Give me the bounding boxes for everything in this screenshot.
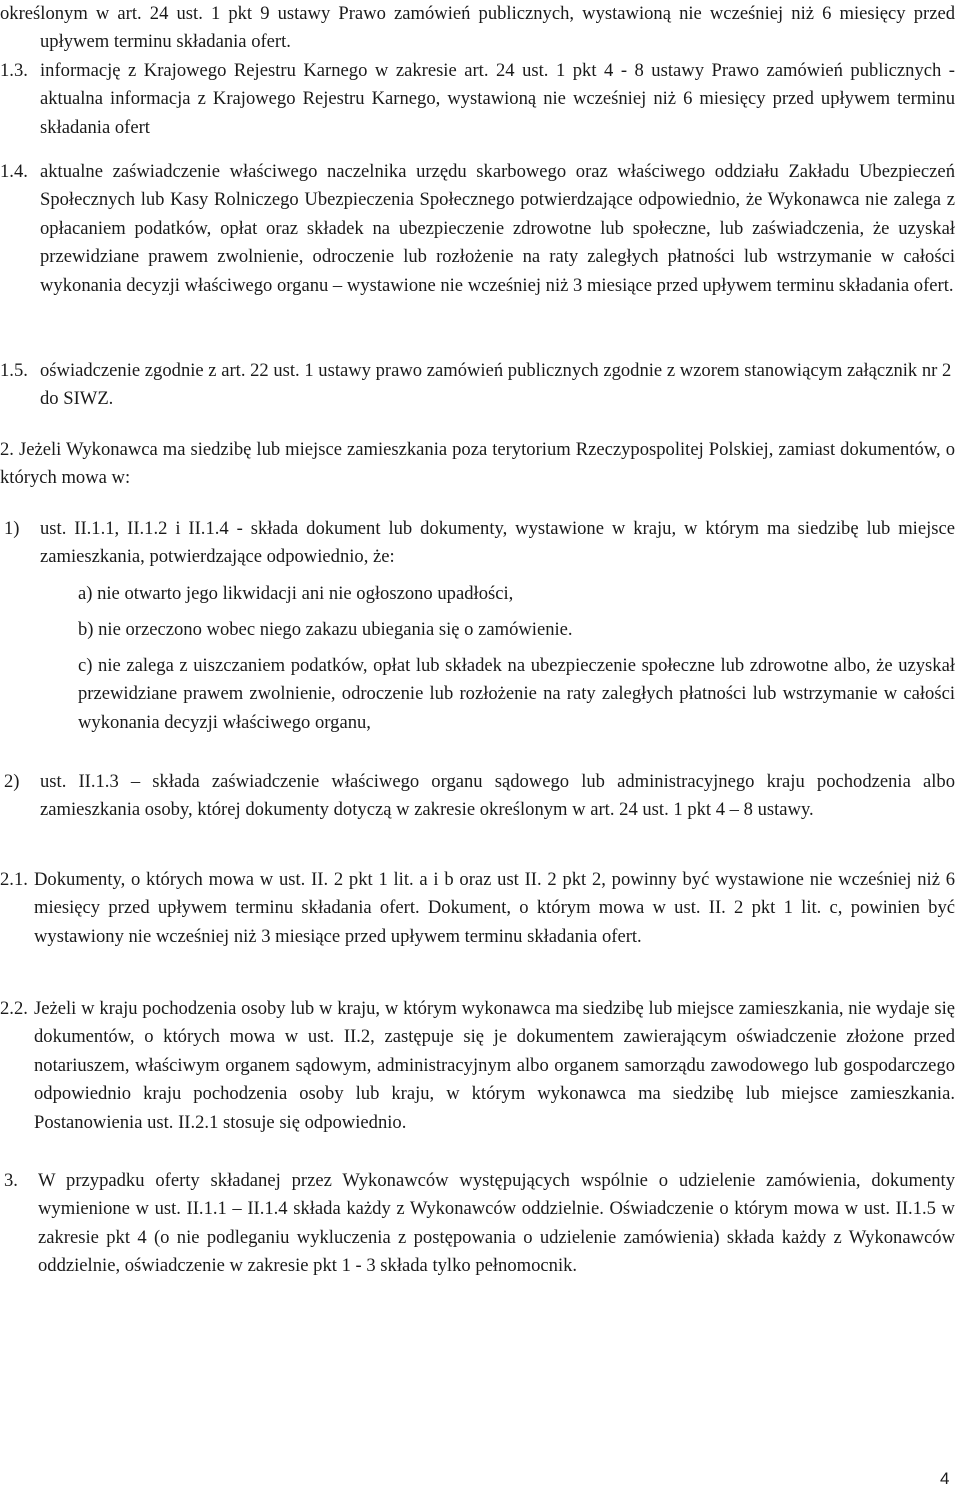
list-label: 2) bbox=[4, 771, 20, 792]
sub-item-c-text: nie zalega z uiszczaniem podatków, opłat lub składek na ubezpieczenie społeczne lub zdrowotne albo, że uzyskał przewidziane prawem zwolnienie, odroczenie lub rozłożenie na raty zaległych płatności lub wstrzymanie w całości wykonania decyzji właściwego organu, bbox=[78, 655, 955, 733]
sub-item-text bbox=[78, 652, 955, 737]
section-label: 2.2. bbox=[0, 998, 28, 1019]
section-label: 1.3. bbox=[0, 60, 28, 81]
section-label: 1.5. bbox=[0, 360, 28, 381]
section-3 bbox=[0, 1167, 955, 1281]
section-text: Jeżeli w kraju pochodzenia osoby lub w kraju, w którym wykonawca ma siedzibę lub miejsce zamieszkania, nie wydaje się dokumentów, o których mowa w ust. II.2, zastępuje się je dokumentem zawierającym oświadczenie złożone przed notariuszem, właściwym organem sądowym, administracyjnym albo organem samorządu zawodowego lub gospodarczego odpowiednio kraju pochodzenia osoby lub kraju, w którym wykonawca ma siedzibę lub miejsce zamieszkania. Postanowienia ust. II.2.1 stosuje się odpowiednio. bbox=[34, 998, 955, 1133]
section-text: W przypadku oferty składanej przez Wykonawców występujących wspólnie o udzielenie zamówienia, dokumenty wymienione w ust. II.1.1 – II.1.4 składa każdy z Wykonawców oddzielnie. Oświadczenie o którym mowa w ust. II.1.5 w zakresie pkt 4 (o nie podleganiu wykluczenia z postępowania o udzielenie zamówienia) składa każdy z Wykonawców oddzielnie, oświadczenie w zakresie pkt 1 - 3 składa tylko pełnomocnik. bbox=[38, 1170, 955, 1277]
section-1-4 bbox=[0, 158, 955, 300]
section-text: Dokumenty, o których mowa w ust. II. 2 pkt 1 lit. a i b oraz ust II. 2 pkt 2, powinny być wystawione nie wcześniej niż 6 miesięcy przed upływem terminu składania ofert. Dokument, o którym mowa w ust. II. 2 pkt 1 lit. c, powinien być wystawiony nie wcześniej niż 3 miesiące przed upływem terminu składania ofert. bbox=[34, 869, 955, 947]
section-text: 2. Jeżeli Wykonawca ma siedzibę lub miejsce zamieszkania poza terytorium Rzeczypospolitej Polskiej, zamiast dokumentów, o których mowa w: bbox=[0, 439, 955, 489]
section-text: informację z Krajowego Rejestru Karnego w zakresie art. 24 ust. 1 pkt 4 - 8 ustawy Prawo zamówień publicznych - aktualna informacja z Krajowego Rejestru Karnego, wystawioną nie wcześniej niż 6 miesięcy przed upływem terminu składania ofert bbox=[40, 60, 955, 138]
section-label: 3. bbox=[4, 1170, 18, 1191]
list-text: ust. II.1.1, II.1.2 i II.1.4 - składa dokument lub dokumenty, wystawione w kraju, w którym ma siedzibę lub miejsce zamieszkania, potwierdzające odpowiednio, że: bbox=[40, 518, 955, 568]
list-label: 1) bbox=[4, 518, 20, 539]
sub-item-text: b) nie orzeczono wobec niego zakazu ubiegania się o zamówienie. bbox=[78, 619, 573, 640]
section-label: 1.4. bbox=[0, 161, 28, 182]
section-2-intro bbox=[0, 436, 955, 493]
list-item-2 bbox=[0, 768, 955, 825]
page-number: 4 bbox=[940, 1469, 950, 1488]
sub-item-c bbox=[78, 652, 955, 737]
section-label: 2.1. bbox=[0, 869, 28, 890]
section-2-2 bbox=[0, 995, 955, 1137]
list-item-1 bbox=[0, 515, 955, 572]
sub-item-c-label: c) bbox=[78, 655, 93, 676]
list-text: ust. II.1.3 – składa zaświadczenie właściwego organu sądowego lub administracyjnego kraju pochodzenia albo zamieszkania osoby, której dokumenty dotyczą w zakresie określonym w art. 24 ust. 1 pkt 4 – 8 ustawy. bbox=[40, 771, 955, 821]
sub-item-text: a) nie otwarto jego likwidacji ani nie ogłoszono upadłości, bbox=[78, 583, 514, 604]
section-1-3 bbox=[0, 57, 955, 142]
section-text: aktualne zaświadczenie właściwego naczelnika urzędu skarbowego oraz właściwego oddziału Zakładu Ubezpieczeń Społecznych lub Kasy Rolniczego Ubezpieczenia Społecznego potwierdzające odpowiednio, że Wykonawca nie zalega z opłacaniem podatków, opłat oraz składek na ubezpieczenie zdrowotne lub społeczne, lub zaświadczenia, że uzyskał przewidziane prawem zwolnienie, odroczenie lub rozłożenie na raty zaległych płatności lub wstrzymanie w całości wykonania decyzji właściwego organu – wystawione nie wcześniej niż 3 miesiące przed upływem terminu składania ofert. bbox=[40, 161, 955, 296]
sub-item-a bbox=[78, 580, 955, 608]
sub-item-b bbox=[78, 616, 955, 644]
section-text: oświadczenie zgodnie z art. 22 ust. 1 ustawy prawo zamówień publicznych zgodnie z wzorem stanowiącym załącznik nr 2 do SIWZ. bbox=[40, 360, 952, 410]
paragraph-text: określonym w art. 24 ust. 1 pkt 9 ustawy Prawo zamówień publicznych, wystawioną nie wcześniej niż 6 miesięcy przed upływem terminu składania ofert. bbox=[0, 3, 955, 53]
section-1-5 bbox=[0, 357, 955, 414]
paragraph-continuation bbox=[0, 0, 955, 57]
section-2-1 bbox=[0, 866, 955, 951]
